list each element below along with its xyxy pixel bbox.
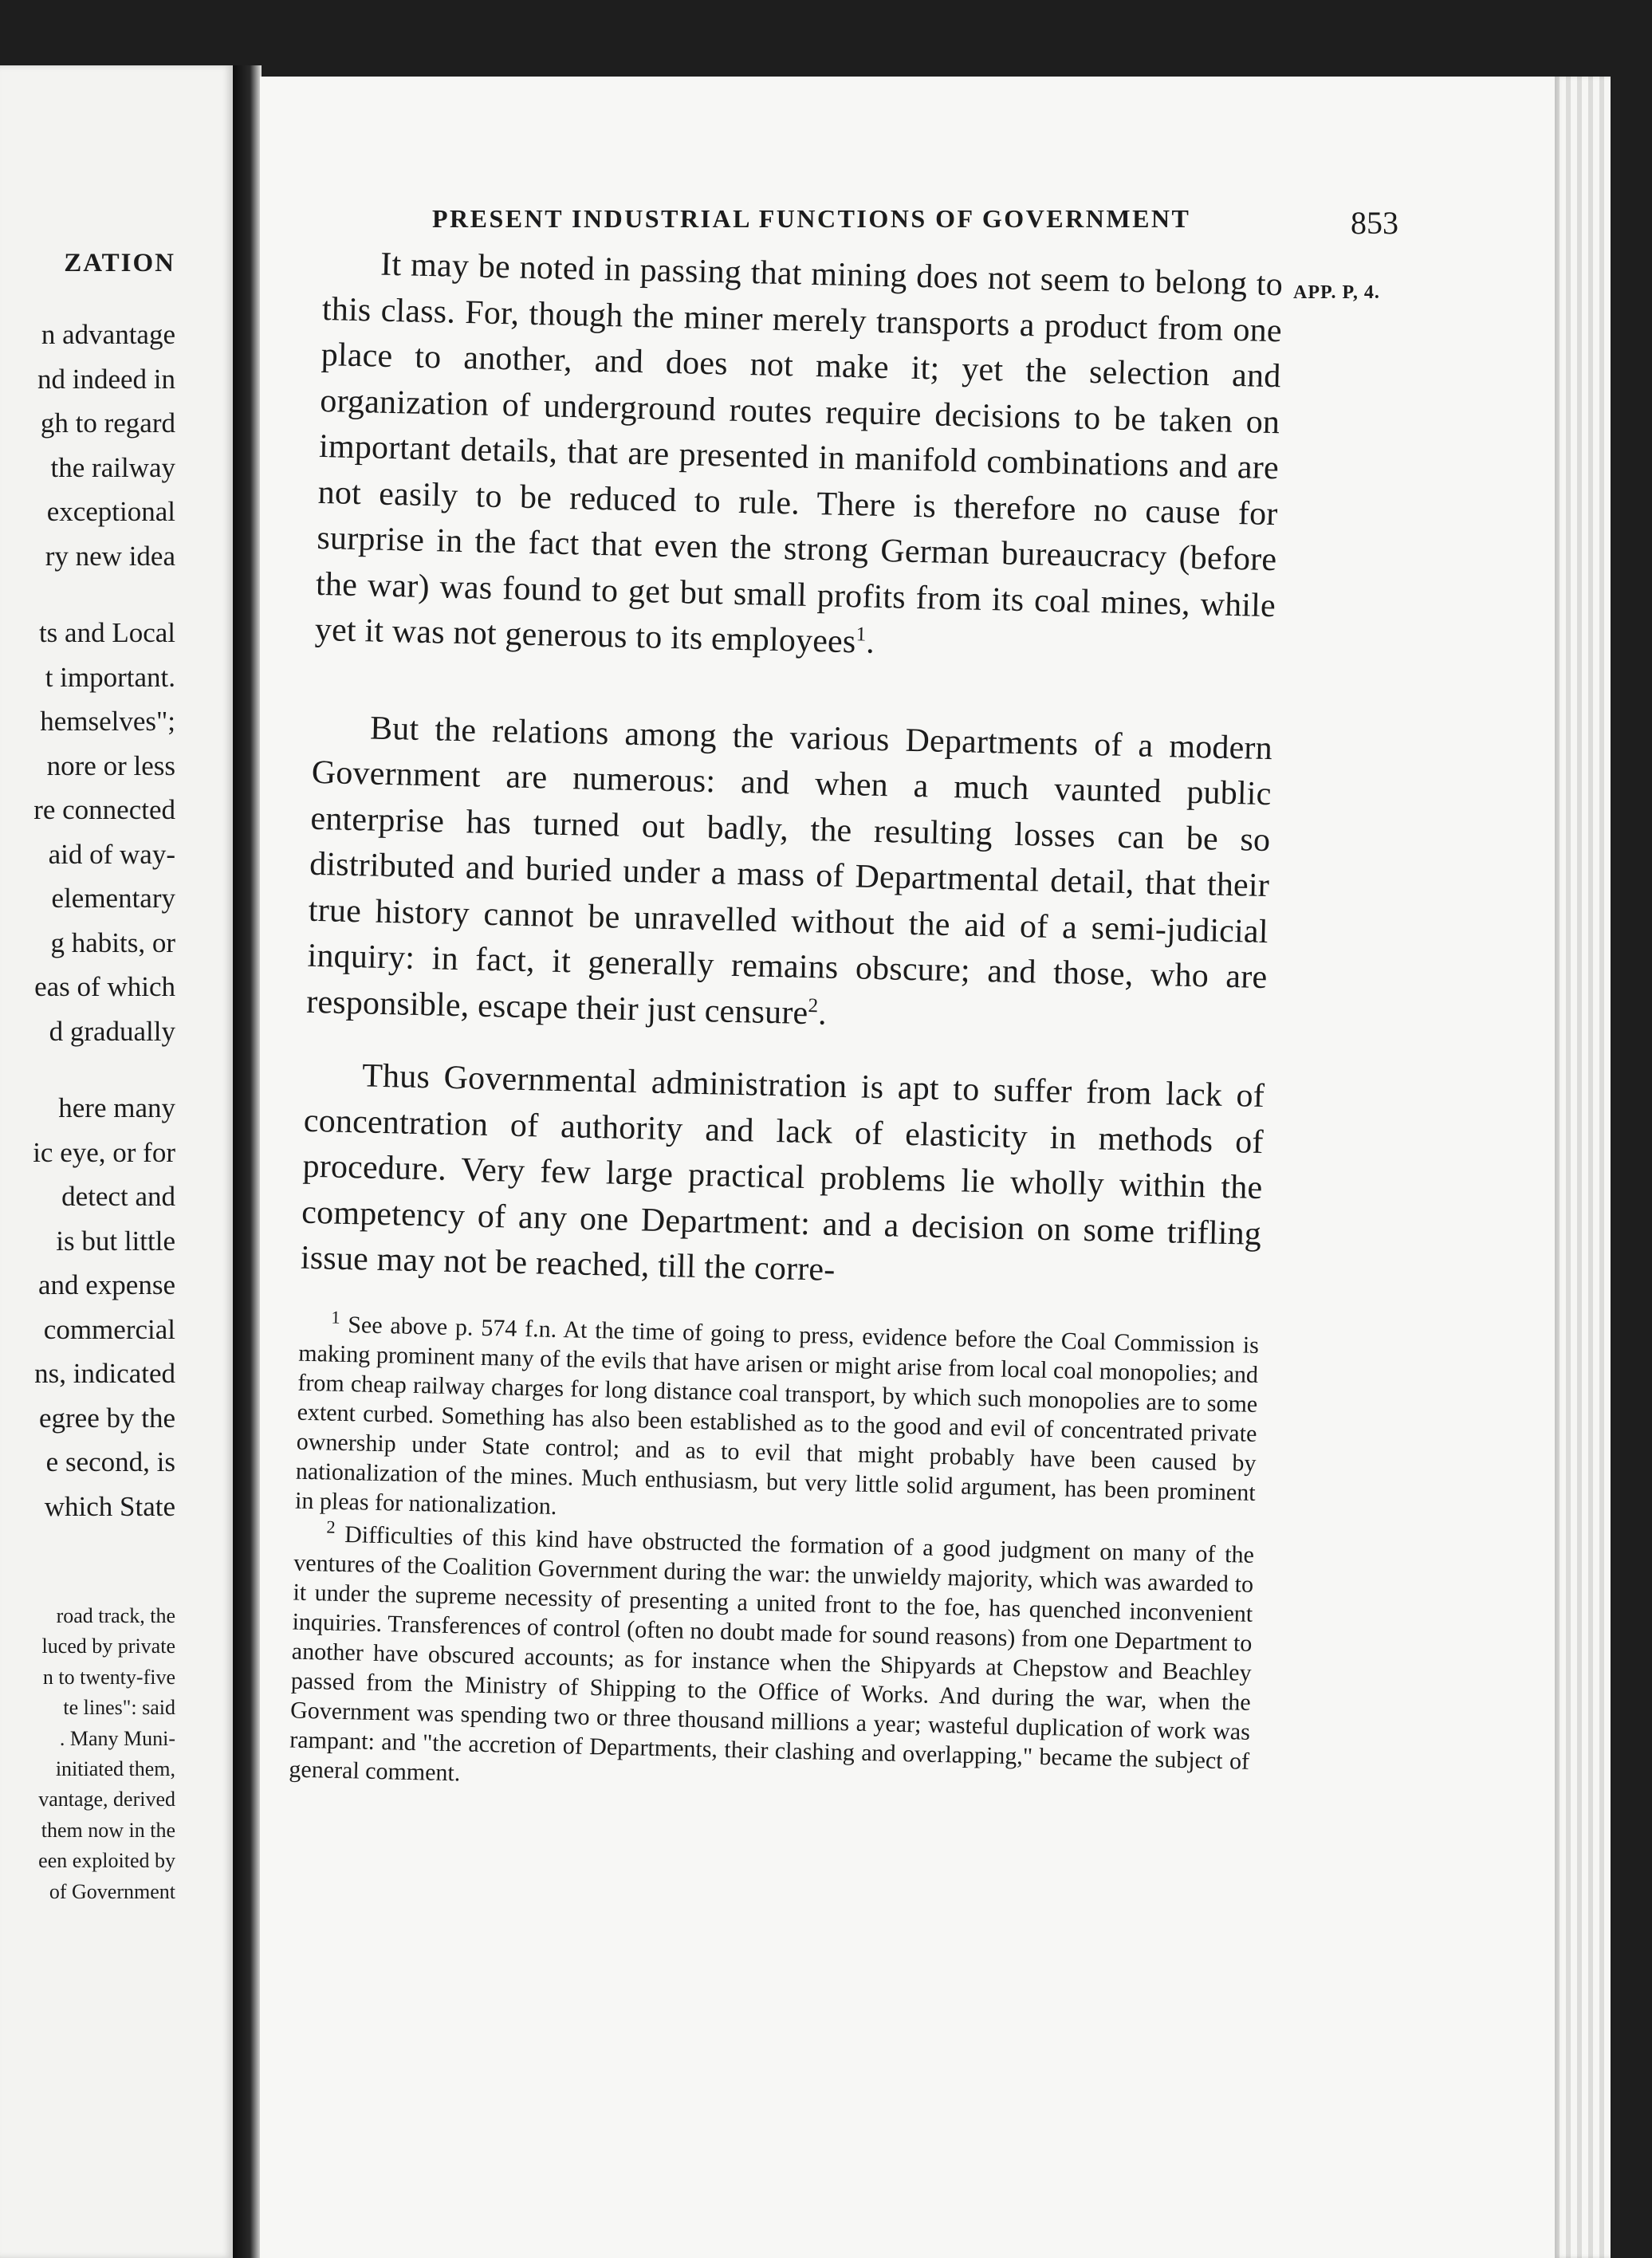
previous-page bbox=[0, 65, 233, 2258]
footnote bbox=[295, 1308, 1260, 1536]
left-line: t important. bbox=[45, 661, 175, 693]
left-line: nd indeed in bbox=[37, 363, 175, 395]
paragraph-text: Thus Governmental administration is apt to suffer from lack of concentration of authority and lack of elasticity in methods of procedure. Very few large practical problems lie wholly within the competency of any one Department: and a decision on some trifling issue may not be reached, till the corre- bbox=[300, 1057, 1265, 1288]
left-footnote-line: te lines": said bbox=[63, 1696, 175, 1720]
margin-reference: APP. P, 4. bbox=[1293, 282, 1380, 303]
left-line: ts and Local bbox=[38, 617, 175, 648]
left-line: which State bbox=[44, 1490, 175, 1522]
left-footnote-line: initiated them, bbox=[55, 1757, 175, 1781]
left-footnote-line: luced by private bbox=[41, 1634, 175, 1658]
left-footnote-line: . Many Muni- bbox=[59, 1726, 175, 1750]
left-line: ic eye, or for bbox=[33, 1136, 175, 1168]
left-line: egree by the bbox=[38, 1402, 175, 1434]
footnote-mark: 1 bbox=[331, 1307, 340, 1328]
left-line: ry new idea bbox=[45, 540, 175, 572]
left-line: nore or less bbox=[46, 749, 175, 781]
left-footnote-line: them now in the bbox=[41, 1818, 175, 1842]
current-page bbox=[260, 77, 1611, 2258]
left-line: here many bbox=[58, 1092, 175, 1123]
book-gutter bbox=[233, 65, 262, 2258]
left-line: e second, is bbox=[45, 1446, 175, 1477]
left-line: commercial bbox=[43, 1313, 175, 1345]
left-line: eas of which bbox=[34, 971, 175, 1002]
left-line: aid of way- bbox=[48, 838, 175, 870]
left-footnote-line: n to twenty-five bbox=[42, 1665, 175, 1689]
left-line: re connected bbox=[33, 794, 175, 825]
left-line: n advantage bbox=[41, 319, 175, 350]
running-head: PRESENT INDUSTRIAL FUNCTIONS OF GOVERNMENT bbox=[432, 204, 1191, 233]
left-running-head: ZATION bbox=[64, 249, 175, 277]
paragraph bbox=[300, 1052, 1265, 1304]
left-footnote-line: vantage, derived bbox=[38, 1788, 175, 1812]
paragraph: It may be noted in passing that mining does not seem to belong to this class. For, though the miner merely transports a product from one place to another, and does not make it; yet the selection and organization of underground routes require decisions to be taken on important details, that are presented in manifold combinations and are not easily to be reduced to rule. There is therefore no cause for surprise in the fact that even the strong German bureaucracy (before the war) was found to get but small profits from its coal mines, while yet it was not generous to its employees$^1$. bbox=[314, 246, 1284, 661]
left-page-footnotes bbox=[0, 1601, 175, 1907]
footnote-text: Difficulties of this kind have obstructed the formation of a good judgment on many of the ventures of the Coalition Government during the war: the unwieldy majority, which was awarded to it under the supreme necessity of presenting a united front to the foe, has quenched inconvenient inquiries. Transferences of control (often no doubt made for sound reasons) from one Department to another have obscured accounts; as for instance when the Shipyards at Chepstow and Beachley passed from the Ministry of Shipping to the Office of Works. And during the war, when the Government was spending two or three thousand millions a year; wasteful duplication of work was rampant: and "the accretion of Departments, their clashing and overlapping," became the subject of general comment. bbox=[289, 1520, 1255, 1786]
paragraph: But the relations among the various Departments of a modern Government are numerous: and when a much vaunted public enterprise has turned out badly, the resulting losses can be so distributed and buried under a mass of Departmental detail, that their true history cannot be unravelled without the aid of a semi-judicial inquiry: in fact, it generally remains obscure; and those, who are responsible, escape their just censure$^2$. bbox=[305, 709, 1273, 1033]
page-body bbox=[289, 241, 1284, 1808]
left-footnote-line: of Government bbox=[49, 1879, 175, 1903]
page-stack-edges bbox=[1555, 77, 1611, 2258]
left-line: is but little bbox=[56, 1225, 175, 1257]
paragraph-text: It may be noted in passing that mining does not seem to belong to this class. For, though the miner merely transports a product from one place to another, and does not make it; yet the selection and organization of underground routes require decisions to be taken on important details, that are presented in manifold combinations and are not easily to be reduced to rule. There is therefore no cause for surprise in the fact that even the strong German bureaucracy (before the war) was found to get but small profits from its coal mines, while yet it was not generous to its employees bbox=[314, 246, 1284, 661]
left-footnote-line: road track, the bbox=[56, 1604, 175, 1627]
left-line: g habits, or bbox=[50, 926, 175, 958]
left-footnote-line: een exploited by bbox=[38, 1849, 175, 1873]
paragraph-text: But the relations among the various Departments of a modern Government are numerous: and when a much vaunted public enterprise has turned out badly, the resulting losses can be so distributed and buried under a mass of Departmental detail, that their true history cannot be unravelled without the aid of a semi-judicial inquiry: in fact, it generally remains obscure; and those, who are responsible, escape their just censure bbox=[305, 709, 1273, 1032]
left-line: hemselves"; bbox=[40, 706, 175, 737]
left-line: d gradually bbox=[49, 1015, 175, 1047]
footnote bbox=[289, 1518, 1254, 1805]
left-line: and expense bbox=[37, 1269, 175, 1300]
footnote-text: See above p. 574 f.n. At the time of going to press, evidence before the Coal Commission is making prominent many of the evils that have arisen or might arise from local coal monopolies; and from cheap railway charges for long distance coal transport, by which such monopolies are to some extent curbed. Something has also been established as to the good and evil of concentrated private ownership under State control; and as to evil that might probably have been caused by nationalization of the mines. Much enthusiasm, but very little solid argument, has been prominent in pleas for nationalization. bbox=[294, 1311, 1260, 1520]
left-line: gh to regard bbox=[40, 407, 175, 439]
footnote-ref: 2 bbox=[808, 994, 819, 1017]
footnote-ref: 1 bbox=[856, 624, 867, 646]
footnotes bbox=[289, 1308, 1259, 1805]
left-line: elementary bbox=[51, 883, 175, 914]
left-line: the railway bbox=[50, 451, 175, 483]
page-number: 853 bbox=[1351, 205, 1398, 241]
left-page-text bbox=[0, 313, 175, 1528]
left-line: exceptional bbox=[46, 496, 175, 527]
left-line: detect and bbox=[61, 1181, 175, 1212]
footnote-mark: 2 bbox=[326, 1516, 336, 1537]
left-line: ns, indicated bbox=[34, 1358, 175, 1389]
